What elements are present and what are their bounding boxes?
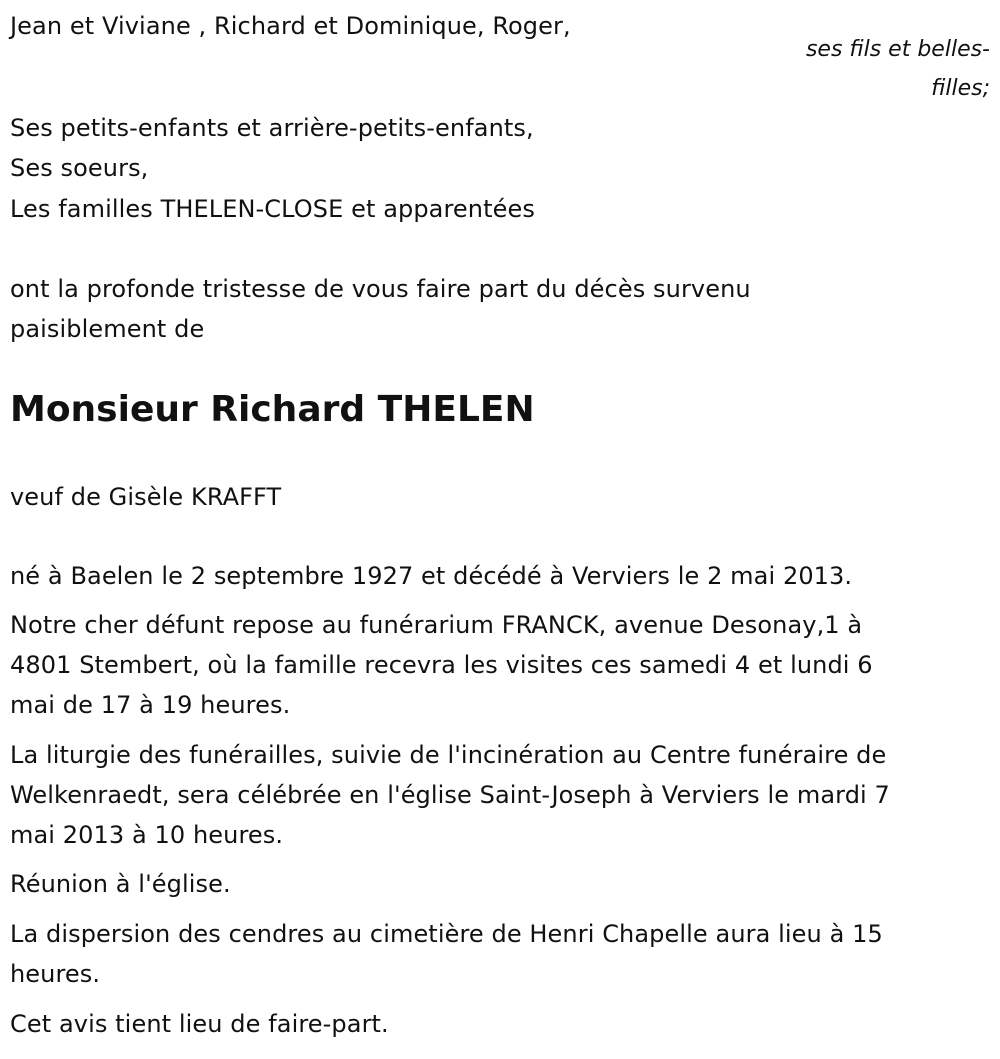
meeting-line: Réunion à l'église. [10,870,231,898]
children-role-line-2: filles; [931,76,990,101]
liturgy-line-2: Welkenraedt, sera célébrée en l'église Saint-Joseph à Verviers le mardi 7 [10,781,890,809]
dispersion-line-2: heures. [10,960,101,988]
widower-line: veuf de Gisèle KRAFFT [10,483,282,511]
rest-line-2: 4801 Stembert, où la famille recevra les visites ces samedi 4 et lundi 6 [10,651,873,679]
sisters-line: Ses soeurs, [10,154,149,182]
announcement-line-2: paisiblement de [10,315,205,343]
rest-line-1: Notre cher défunt repose au funérarium FRANCK, avenue Desonay,1 à [10,611,863,639]
announcement-line-1: ont la profonde tristesse de vous faire part du décès survenu [10,275,751,303]
deceased-name: Monsieur Richard THELEN [10,389,535,430]
children-role-line-1: ses fils et belles- [805,37,990,62]
grandchildren-line: Ses petits-enfants et arrière-petits-enfants, [10,114,534,142]
closing-line: Cet avis tient lieu de faire-part. [10,1010,389,1038]
liturgy-line-1: La liturgie des funérailles, suivie de l'incinération au Centre funéraire de [10,741,887,769]
dispersion-line-1: La dispersion des cendres au cimetière de Henri Chapelle aura lieu à 15 [10,920,883,948]
birth-death-line: né à Baelen le 2 septembre 1927 et décédé à Verviers le 2 mai 2013. [10,562,853,590]
children-line: Jean et Viviane , Richard et Dominique, Roger, [10,12,571,40]
liturgy-line-3: mai 2013 à 10 heures. [10,821,284,849]
families-line: Les familles THELEN-CLOSE et apparentées [10,195,535,223]
rest-line-3: mai de 17 à 19 heures. [10,691,291,719]
